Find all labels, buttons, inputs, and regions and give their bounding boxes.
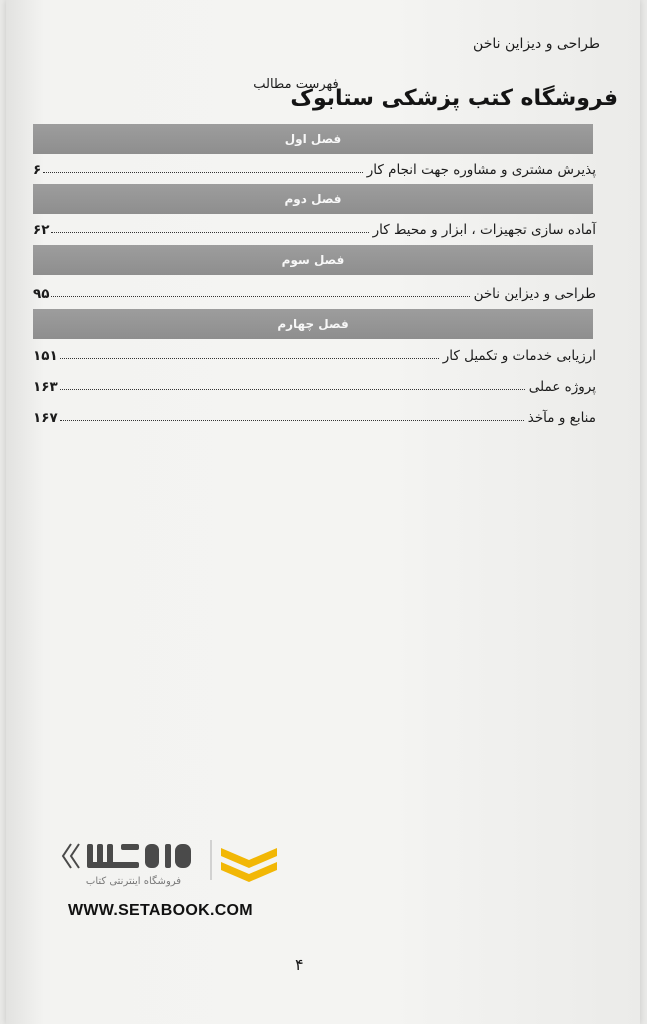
entry-page: ۶	[33, 162, 42, 178]
entry-page: ۶۲	[33, 222, 50, 238]
entry-title: پذیرش مشتری و مشاوره جهت انجام کار	[366, 162, 596, 178]
entry-title: طراحی و دیزاین ناخن	[473, 286, 596, 302]
toc-entry[interactable]	[33, 404, 596, 426]
chapter-heading: فصل سوم	[33, 245, 593, 275]
entry-page: ۱۶۳	[33, 379, 58, 395]
chapter-heading: فصل چهارم	[33, 309, 593, 339]
chapter-heading: فصل اول	[33, 124, 593, 154]
toc-entry[interactable]	[33, 216, 596, 238]
entry-page: ۹۵	[33, 286, 50, 302]
entry-title: منابع و مآخذ	[527, 410, 596, 426]
book-stack-icon	[221, 848, 277, 882]
dot-leader	[51, 231, 368, 233]
chapter-heading: فصل دوم	[33, 184, 593, 214]
toc-entry[interactable]	[33, 280, 596, 302]
entry-title: آماده سازی تجهیزات ، ابزار و محیط کار	[372, 222, 596, 238]
toc-entry[interactable]	[33, 373, 596, 395]
wordmark-glyph	[87, 844, 191, 868]
document-page	[6, 0, 640, 1024]
entry-title: پروژه عملی	[528, 379, 596, 395]
chevron-arrows-icon	[63, 844, 79, 868]
dot-leader	[60, 388, 525, 390]
dot-leader	[60, 419, 524, 421]
store-banner: فروشگاه کتب پزشکی ستابوک	[290, 86, 618, 111]
toc-entry[interactable]	[33, 156, 596, 178]
dot-leader	[43, 171, 363, 173]
dot-leader	[60, 357, 439, 359]
entry-page: ۱۶۷	[33, 410, 58, 426]
setabook-logo	[61, 836, 281, 896]
toc-title: فهرست مطالب	[253, 77, 339, 92]
entry-page: ۱۵۱	[33, 348, 58, 364]
logo-tagline: فروشگاه اینترنتی کتاب	[85, 876, 182, 887]
dot-leader	[51, 295, 469, 297]
running-head: طراحی و دیزاین ناخن	[473, 36, 600, 52]
toc-entry[interactable]	[33, 342, 596, 364]
entry-title: ارزیابی خدمات و تکمیل کار	[442, 348, 596, 364]
page-number: ۴	[295, 955, 304, 974]
website-url[interactable]: WWW.SETABOOK.COM	[68, 902, 253, 919]
